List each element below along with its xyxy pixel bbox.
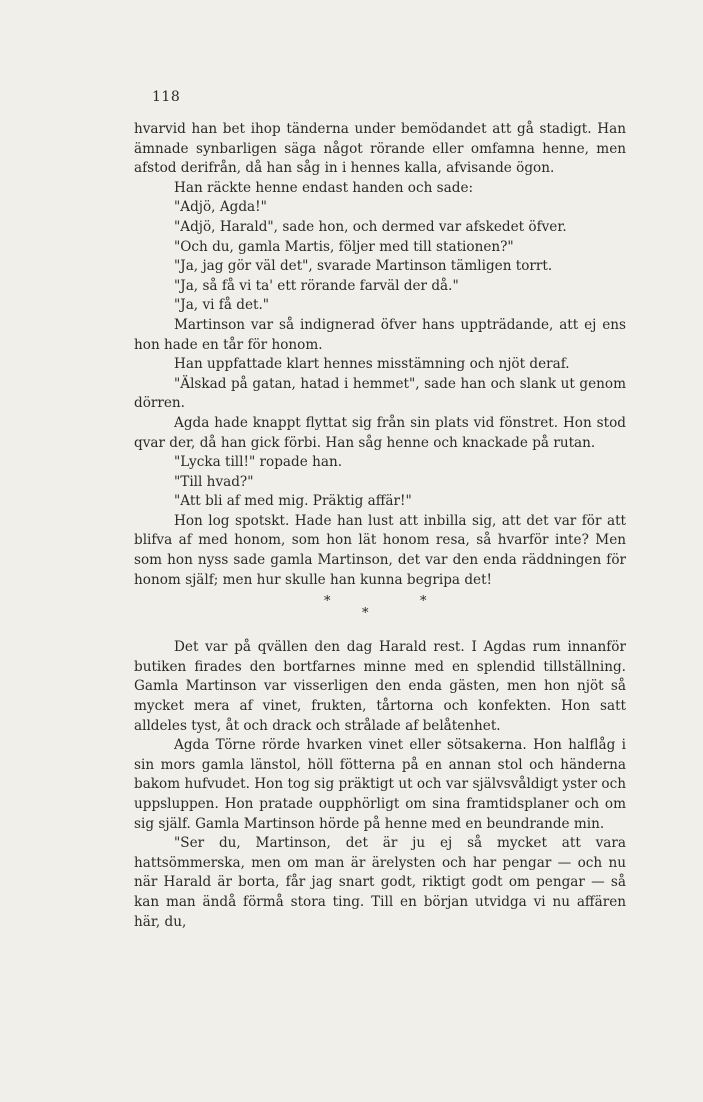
paragraph: Agda hade knappt flyttat sig från sin plats vid fönstret. Hon stod qvar der, då han gick förbi. Han såg henne och knackade på rutan.	[134, 414, 626, 451]
paragraph: Det var på qvällen den dag Harald rest. I Agdas rum innanför butiken firades den bortfarnes minne med en splendid tillställning. Gamla Martinson var visserligen den enda gästen, men hon njöt så mycket mera af vinet, frukten, tårtorna och konfekten. Hon satt alldeles tyst, åt och drack och strålade af belåtenhet.	[134, 639, 626, 734]
text-block-before	[134, 120, 626, 590]
paragraph: Han räckte henne endast handen och sade:	[174, 179, 474, 196]
paragraph: Agda Törne rörde hvarken vinet eller sötsakerna. Hon halflåg i sin mors gamla länstol, höll fötterna på en annan stol och händerna bakom hufvudet. Hon tog sig präktigt ut och var självsvåldigt yster och uppsluppen. Hon pratade oupphörligt om sina framtidsplaner och om sig själf. Gamla Martinson hörde på henne med en beundrande min.	[134, 737, 626, 832]
page-body	[134, 120, 626, 932]
paragraph: Hon log spotskt. Hade han lust att inbilla sig, att det var för att blifva af med honom, som hon lät honom resa, så hvarför inte? Men som hon nyss sade gamla Martinson, det var den enda räddningen för honom själf; men hur skulle han kunna begripa det!	[134, 512, 626, 588]
section-separator	[134, 590, 626, 638]
separator-star: *	[324, 594, 331, 610]
page-number: 118	[152, 89, 181, 105]
separator-star: *	[362, 606, 369, 622]
paragraph: "Att bli af med mig. Präktig affär!"	[174, 493, 412, 510]
paragraph: hvarvid han bet ihop tänderna under bemödandet att gå stadigt. Han ämnade synbarligen säga något rörande eller omfamna henne, men afstod derifrån, då han såg in i hennes kalla, afvisande ögon.	[134, 121, 626, 177]
paragraph: "Adjö, Harald", sade hon, och dermed var afskedet öfver.	[174, 218, 567, 235]
text-block-after	[134, 638, 626, 932]
separator-star: *	[420, 594, 427, 610]
paragraph: "Till hvad?"	[174, 473, 254, 490]
paragraph: "Ja, vi få det."	[174, 297, 270, 314]
paragraph: "Ja, jag gör väl det", svarade Martinson tämligen torrt.	[174, 258, 553, 275]
paragraph: Martinson var så indignerad öfver hans uppträdande, att ej ens hon hade en tår för honom.	[134, 316, 626, 353]
paragraph: "Och du, gamla Martis, följer med till stationen?"	[174, 238, 514, 255]
paragraph: "Älskad på gatan, hatad i hemmet", sade han och slank ut genom dörren.	[134, 375, 626, 412]
paragraph: "Ja, så få vi ta' ett rörande farväl der då."	[174, 277, 459, 294]
paragraph: Han uppfattade klart hennes misstämning och njöt deraf.	[174, 356, 570, 373]
paragraph: "Lycka till!" ropade han.	[174, 454, 343, 471]
paragraph: "Ser du, Martinson, det är ju ej så mycket att vara hattsömmerska, men om man är ärelysten och har pengar — och nu när Harald är borta, får jag snart godt, riktigt godt om pengar — så kan man ändå förmå stora ting. Till en början utvidga vi nu affären här, du,	[134, 835, 626, 930]
paragraph: "Adjö, Agda!"	[174, 199, 267, 216]
